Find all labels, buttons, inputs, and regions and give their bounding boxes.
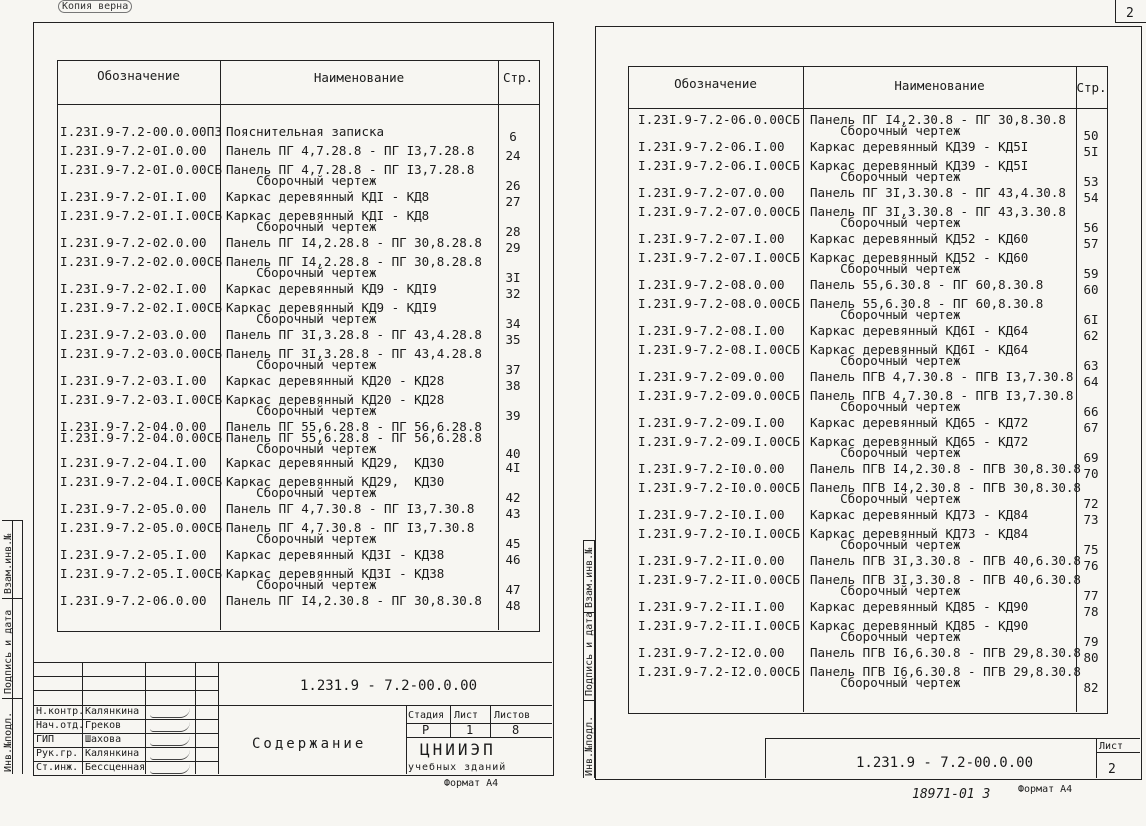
- left-header-line: [57, 104, 539, 105]
- row-code: I.23I.9-7.2-II.0.00: [638, 553, 785, 568]
- row-code: I.23I.9-7.2-II.0.00СБ: [638, 572, 801, 587]
- org-subtitle: учебных зданий: [408, 762, 507, 773]
- row-code: I.23I.9-7.2-I2.0.00: [638, 645, 785, 660]
- row-code: I.23I.9-7.2-00.0.00ПЗ: [60, 124, 223, 139]
- right-side-label-replace: Взам.инв.№: [584, 547, 595, 608]
- row-page: 43: [505, 506, 521, 521]
- row-name: Панель ПГВ I4,2.30.8 - ПГВ 30,8.30.8 Сборочный чертеж: [810, 480, 1081, 506]
- left-side-label-sign: Подпись и дата: [3, 609, 14, 694]
- row-name: Каркас деревянный КД29, КД30: [226, 455, 445, 470]
- row-code: I.23I.9-7.2-I0.I.00СБ: [638, 526, 801, 541]
- row-code: I.23I.9-7.2-05.0.00: [60, 501, 207, 516]
- right-doc-number: 1.231.9 - 7.2-00.0.00: [856, 755, 1034, 771]
- row-code: I.23I.9-7.2-03.I.00СБ: [60, 392, 223, 407]
- row-page: 54: [1083, 190, 1099, 205]
- stage-label: Стадия: [408, 710, 445, 721]
- row-name: Каркас деревянный КД9 - КДI9 Сборочный чертеж: [226, 300, 437, 326]
- row-page: 77: [1083, 588, 1099, 603]
- row-name: Каркас деревянный КД9 - КДI9: [226, 281, 437, 296]
- row-page: 80: [1083, 650, 1099, 665]
- row-page: 69: [1083, 450, 1099, 465]
- left-side-label-inv: Инв.№подл.: [3, 711, 14, 772]
- row-name: Каркас деревянный КД20 - КД28: [226, 373, 445, 388]
- row-code: I.23I.9-7.2-08.0.00: [638, 277, 785, 292]
- row-page: 56: [1083, 220, 1099, 235]
- role-person: Греков: [85, 720, 122, 731]
- row-name: Панель ПГ I4,2.28.8 - ПГ 30,8.28.8: [226, 235, 482, 250]
- row-code: I.23I.9-7.2-II.I.00: [638, 599, 785, 614]
- row-page: 64: [1083, 374, 1099, 389]
- right-header-line: [628, 108, 1107, 109]
- sheet-value: 1: [466, 723, 474, 737]
- row-name: Панель ПГ 4,7.28.8 - ПГ I3,7.28.8 Сборочный чертеж: [226, 162, 475, 188]
- signature-scribble: [150, 708, 190, 718]
- left-doc-number: 1.231.9 - 7.2-00.0.00: [300, 678, 478, 694]
- row-code: I.23I.9-7.2-05.0.00СБ: [60, 520, 223, 535]
- row-name: Каркас деревянный КД39 - КД5I: [810, 139, 1029, 154]
- row-code: I.23I.9-7.2-04.0.00 I.23I.9-7.2-04.0.00СБ: [60, 419, 223, 445]
- row-page: 70: [1083, 466, 1099, 481]
- org-name: ЦНИИЭП: [420, 740, 496, 759]
- row-name: Каркас деревянный КД65 - КД72 Сборочный чертеж: [810, 434, 1029, 460]
- row-name: Каркас деревянный КД73 - КД84: [810, 507, 1029, 522]
- row-page: 78: [1083, 604, 1099, 619]
- signature-scribble: [150, 736, 190, 746]
- row-page: 28: [505, 224, 521, 239]
- row-name: Панель 55,6.30.8 - ПГ 60,8.30.8: [810, 277, 1044, 292]
- row-code: I.23I.9-7.2-09.I.00СБ: [638, 434, 801, 449]
- row-page: 5I: [1083, 144, 1099, 159]
- row-name: Каркас деревянный КД3I - КД38: [226, 547, 445, 562]
- row-page: 59: [1083, 266, 1099, 281]
- row-page: 46: [505, 552, 521, 567]
- row-page: 4I: [505, 460, 521, 475]
- row-code: I.23I.9-7.2-I0.0.00СБ: [638, 480, 801, 495]
- row-page: 35: [505, 332, 521, 347]
- row-code: I.23I.9-7.2-09.I.00: [638, 415, 785, 430]
- signature-scribble: [150, 764, 190, 774]
- role-label: ГИП: [36, 734, 55, 745]
- row-name: Каркас деревянный КД85 - КД90: [810, 599, 1029, 614]
- left-header-page: Стр.: [502, 70, 534, 85]
- row-name: Каркас деревянный КД65 - КД72: [810, 415, 1029, 430]
- row-name: Панель ПГ 3I,3.28.8 - ПГ 43,4.28.8: [226, 327, 482, 342]
- row-page: 3I: [505, 270, 521, 285]
- row-code: I.23I.9-7.2-0I.I.00СБ: [60, 208, 223, 223]
- row-code: I.23I.9-7.2-0I.I.00: [60, 189, 207, 204]
- row-code: I.23I.9-7.2-0I.0.00: [60, 143, 207, 158]
- row-code: I.23I.9-7.2-I0.I.00: [638, 507, 785, 522]
- row-name: Панель ПГВ I4,2.30.8 - ПГВ 30,8.30.8: [810, 461, 1081, 476]
- row-code: I.23I.9-7.2-02.0.00: [60, 235, 207, 250]
- row-code: I.23I.9-7.2-06.I.00СБ: [638, 158, 801, 173]
- row-code: I.23I.9-7.2-07.0.00: [638, 185, 785, 200]
- right-side-label-sign: Подпись и дата: [584, 611, 595, 696]
- row-name: Каркас деревянный КД85 - КД90 Сборочный чертеж: [810, 618, 1029, 644]
- right-header-page: Стр.: [1076, 80, 1107, 95]
- row-page: 50: [1083, 128, 1099, 143]
- left-header-name: Наименование: [313, 70, 405, 85]
- copy-stamp: Копия верна: [58, 0, 132, 13]
- row-page: 63: [1083, 358, 1099, 373]
- row-name: Каркас деревянный КД29, КД30 Сборочный чертеж: [226, 474, 445, 500]
- row-code: I.23I.9-7.2-08.I.00: [638, 323, 785, 338]
- row-page: 72: [1083, 496, 1099, 511]
- row-page: 79: [1083, 634, 1099, 649]
- role-label: Рук.гр.: [36, 748, 79, 759]
- row-code: I.23I.9-7.2-02.0.00СБ: [60, 254, 223, 269]
- row-page: 40: [505, 446, 521, 461]
- right-sheet-label: Лист: [1099, 741, 1124, 752]
- right-header-name: Наименование: [894, 78, 985, 93]
- row-page: 75: [1083, 542, 1099, 557]
- row-name: Каркас деревянный КД73 - КД84 Сборочный чертеж: [810, 526, 1029, 552]
- row-code: I.23I.9-7.2-02.I.00СБ: [60, 300, 223, 315]
- row-page: 73: [1083, 512, 1099, 527]
- row-page: 38: [505, 378, 521, 393]
- row-code: I.23I.9-7.2-06.0.00: [60, 593, 207, 608]
- sheet-corner-number: 2: [1126, 6, 1134, 21]
- signature-scribble: [150, 722, 190, 732]
- row-page: 45: [505, 536, 521, 551]
- row-name: Панель ПГВ 3I,3.30.8 - ПГВ 40,6.30.8: [810, 553, 1081, 568]
- row-name: Панель ПГ 3I,3.30.8 - ПГ 43,3.30.8 Сборочный чертеж: [810, 204, 1066, 230]
- row-code: I.23I.9-7.2-03.I.00: [60, 373, 207, 388]
- row-name: Панель ПГ 55,6.28.8 - ПГ 56,6.28.8 Панель ПГ 55,6.28.8 - ПГ 56,6.28.8 Сборочный чертеж: [226, 419, 482, 456]
- row-code: I.23I.9-7.2-09.0.00: [638, 369, 785, 384]
- row-name: Каркас деревянный КД6I - КД64: [810, 323, 1029, 338]
- row-page: 37: [505, 362, 521, 377]
- role-person: Шахова: [85, 734, 122, 745]
- row-page: 6I: [1083, 312, 1099, 327]
- row-page: 66: [1083, 404, 1099, 419]
- row-page: 24: [505, 148, 521, 163]
- row-code: I.23I.9-7.2-05.I.00: [60, 547, 207, 562]
- row-page: 53: [1083, 174, 1099, 189]
- row-page: 42: [505, 490, 521, 505]
- row-page: 29: [505, 240, 521, 255]
- right-side-label-inv: Инв.№подл.: [584, 715, 595, 776]
- row-name: Панель ПГ 4,7.28.8 - ПГ I3,7.28.8: [226, 143, 475, 158]
- row-page: 48: [505, 598, 521, 613]
- row-code: I.23I.9-7.2-05.I.00СБ: [60, 566, 223, 581]
- row-name: Пояснительная записка: [226, 124, 385, 139]
- row-name: Каркас деревянный КД3I - КД38 Сборочный чертеж: [226, 566, 445, 592]
- row-name: Каркас деревянный КД6I - КД64 Сборочный чертеж: [810, 342, 1029, 368]
- row-name: Каркас деревянный КДI - КД8 Сборочный чертеж: [226, 208, 430, 234]
- row-name: Панель ПГ 4,7.30.8 - ПГ I3,7.30.8 Сборочный чертеж: [226, 520, 475, 546]
- row-page: 39: [505, 408, 521, 423]
- row-code: I.23I.9-7.2-08.I.00СБ: [638, 342, 801, 357]
- sheets-label: Листов: [494, 710, 531, 721]
- row-name: Панель ПГВ 3I,3.30.8 - ПГВ 40,6.30.8 Сборочный чертеж: [810, 572, 1081, 598]
- left-format: Формат А4: [444, 778, 499, 789]
- role-label: Нач.отд.: [36, 720, 85, 731]
- row-name: Панель ПГВ I6,6.30.8 - ПГВ 29,8.30.8: [810, 645, 1081, 660]
- left-side-label-replace: Взам.инв.№: [3, 533, 14, 594]
- row-code: I.23I.9-7.2-07.I.00: [638, 231, 785, 246]
- role-person: Калянкина: [85, 748, 140, 759]
- row-code: I.23I.9-7.2-03.0.00СБ: [60, 346, 223, 361]
- row-page: 34: [505, 316, 521, 331]
- sheet-label: Лист: [454, 710, 479, 721]
- row-code: I.23I.9-7.2-0I.0.00СБ: [60, 162, 223, 177]
- role-label: Н.контр.: [36, 706, 85, 717]
- row-code: I.23I.9-7.2-04.I.00СБ: [60, 474, 223, 489]
- row-name: Панель ПГ 4,7.30.8 - ПГ I3,7.30.8: [226, 501, 475, 516]
- sheets-value: 8: [512, 723, 520, 737]
- row-name: Каркас деревянный КД20 - КД28 Сборочный чертеж: [226, 392, 445, 418]
- row-code: I.23I.9-7.2-03.0.00: [60, 327, 207, 342]
- row-code: I.23I.9-7.2-06.0.00СБ: [638, 112, 801, 127]
- right-header-code: Обозначение: [674, 76, 757, 91]
- row-code: I.23I.9-7.2-07.I.00СБ: [638, 250, 801, 265]
- row-name: Панель ПГ I4,2.30.8 - ПГ 30,8.30.8: [226, 593, 482, 608]
- role-person: Бессценная: [85, 762, 146, 773]
- row-code: I.23I.9-7.2-06.I.00: [638, 139, 785, 154]
- row-page: 26: [505, 178, 521, 193]
- left-doc-title: Содержание: [252, 736, 367, 752]
- right-format: Формат А4: [1018, 784, 1073, 795]
- row-name: Панель ПГВ 4,7.30.8 - ПГВ I3,7.30.8 Сборочный чертеж: [810, 388, 1074, 414]
- row-code: I.23I.9-7.2-04.I.00: [60, 455, 207, 470]
- row-code: I.23I.9-7.2-07.0.00СБ: [638, 204, 801, 219]
- row-page: 67: [1083, 420, 1099, 435]
- signature-scribble: [150, 750, 190, 760]
- row-code: I.23I.9-7.2-I2.0.00СБ: [638, 664, 801, 679]
- row-code: I.23I.9-7.2-02.I.00: [60, 281, 207, 296]
- row-name: Панель ПГ I4,2.30.8 - ПГ 30,8.30.8 Сборочный чертеж: [810, 112, 1066, 138]
- left-header-code: Обозначение: [97, 68, 180, 83]
- row-code: I.23I.9-7.2-II.I.00СБ: [638, 618, 801, 633]
- stage-value: Р: [422, 723, 430, 737]
- role-label: Ст.инж.: [36, 762, 79, 773]
- row-name: Каркас деревянный КД52 - КД60: [810, 231, 1029, 246]
- row-page: 57: [1083, 236, 1099, 251]
- row-name: Панель ПГВ I6,6.30.8 - ПГВ 29,8.30.8 Сборочный чертеж: [810, 664, 1081, 690]
- row-name: Каркас деревянный КДI - КД8: [226, 189, 430, 204]
- row-page: 47: [505, 582, 521, 597]
- row-name: Панель ПГ I4,2.28.8 - ПГ 30,8.28.8 Сборочный чертеж: [226, 254, 482, 280]
- row-name: Каркас деревянный КД39 - КД5I Сборочный чертеж: [810, 158, 1029, 184]
- row-name: Панель ПГВ 4,7.30.8 - ПГВ I3,7.30.8: [810, 369, 1074, 384]
- archive-number: 18971-01 3: [912, 787, 991, 802]
- row-page: 6: [509, 129, 517, 144]
- row-code: I.23I.9-7.2-09.0.00СБ: [638, 388, 801, 403]
- row-page: 76: [1083, 558, 1099, 573]
- row-page: 62: [1083, 328, 1099, 343]
- row-name: Панель 55,6.30.8 - ПГ 60,8.30.8 Сборочный чертеж: [810, 296, 1044, 322]
- role-person: Калянкина: [85, 706, 140, 717]
- row-name: Каркас деревянный КД52 - КД60 Сборочный чертеж: [810, 250, 1029, 276]
- row-name: Панель ПГ 3I,3.30.8 - ПГ 43,4.30.8: [810, 185, 1066, 200]
- row-page: 82: [1083, 680, 1099, 695]
- row-name: Панель ПГ 3I,3.28.8 - ПГ 43,4.28.8 Сборочный чертеж: [226, 346, 482, 372]
- row-page: 60: [1083, 282, 1099, 297]
- row-page: 32: [505, 286, 521, 301]
- row-code: I.23I.9-7.2-I0.0.00: [638, 461, 785, 476]
- row-code: I.23I.9-7.2-08.0.00СБ: [638, 296, 801, 311]
- right-sheet-value: 2: [1108, 762, 1116, 777]
- row-page: 27: [505, 194, 521, 209]
